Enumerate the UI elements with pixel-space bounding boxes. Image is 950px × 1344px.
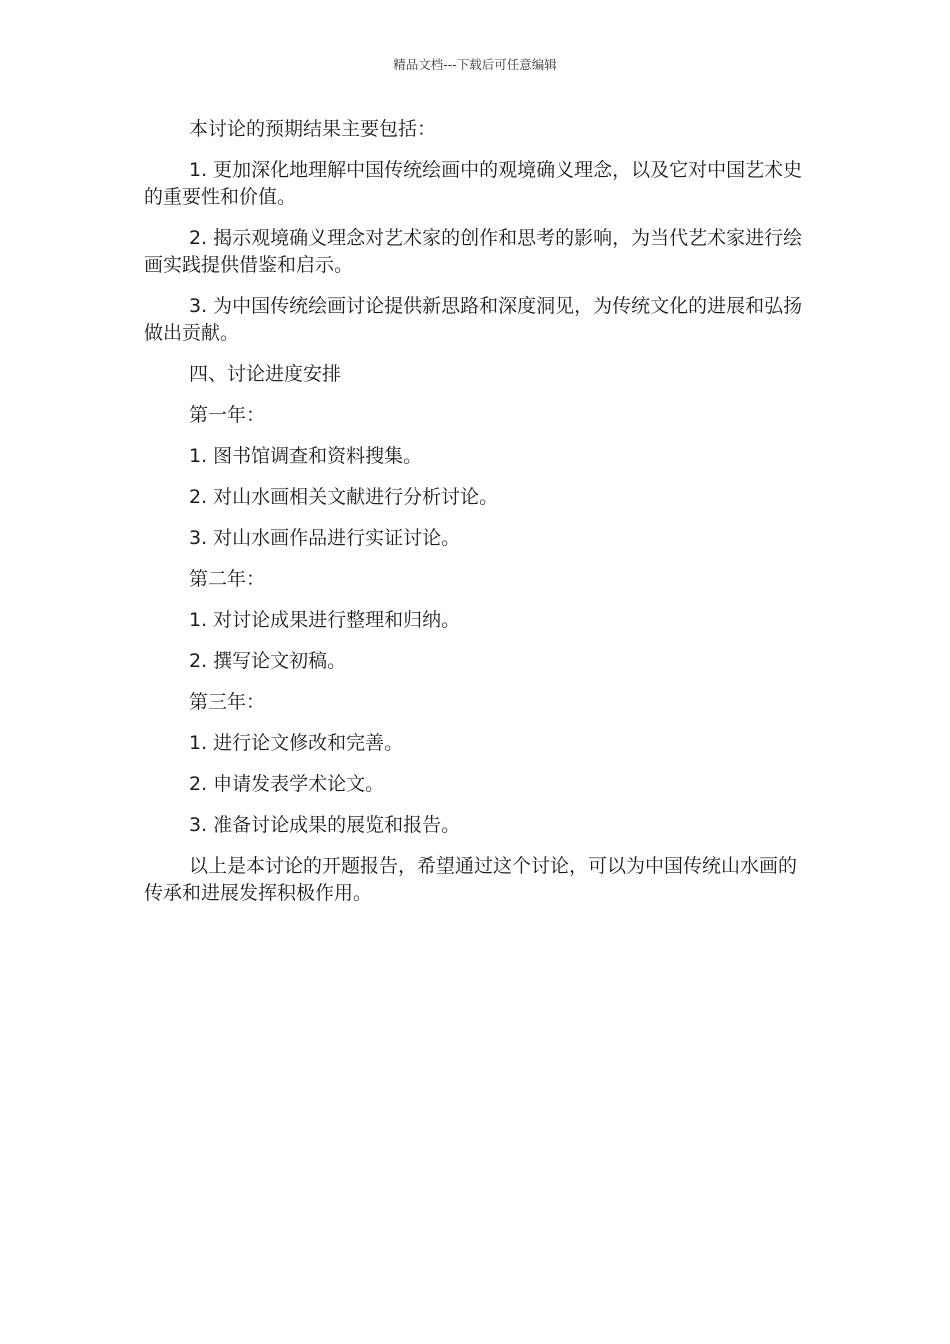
document-body	[144, 116, 804, 907]
paragraph-year-1-label: 第一年：	[189, 404, 266, 426]
list-item: 2. 对山水画相关文献进行分析讨论。	[189, 486, 499, 508]
list-item: 2. 申请发表学术论文。	[189, 773, 385, 795]
list-item: 3. 对山水画作品进行实证讨论。	[189, 527, 461, 549]
paragraph-year-2-label: 第二年：	[189, 568, 266, 590]
paragraph-expected-results-intro: 本讨论的预期结果主要包括：	[189, 118, 437, 140]
list-item: 3. 准备讨论成果的展览和报告。	[189, 814, 461, 836]
list-item: 1. 图书馆调查和资料搜集。	[189, 445, 423, 467]
paragraph-conclusion: 以上是本讨论的开题报告，希望通过这个讨论，可以为中国传统山水画的传承和进展发挥积极作用。	[144, 855, 798, 904]
list-item: 1. 进行论文修改和完善。	[189, 732, 404, 754]
paragraph-result-1: 1. 更加深化地理解中国传统绘画中的观境确义理念，以及它对中国艺术史的重要性和价值。	[144, 159, 803, 208]
page-header: 精品文档---下载后可任意编辑	[393, 57, 557, 72]
paragraph-result-2: 2. 揭示观境确义理念对艺术家的创作和思考的影响，为当代艺术家进行绘画实践提供借鉴和启示。	[144, 227, 803, 276]
list-item: 2. 撰写论文初稿。	[189, 650, 347, 672]
paragraph-year-3-label: 第三年：	[189, 691, 266, 713]
section-heading-schedule: 四、讨论进度安排	[189, 363, 342, 385]
paragraph-result-3: 3. 为中国传统绘画讨论提供新思路和深度洞见，为传统文化的进展和弘扬做出贡献。	[144, 295, 803, 344]
list-item: 1. 对讨论成果进行整理和归纳。	[189, 609, 461, 631]
